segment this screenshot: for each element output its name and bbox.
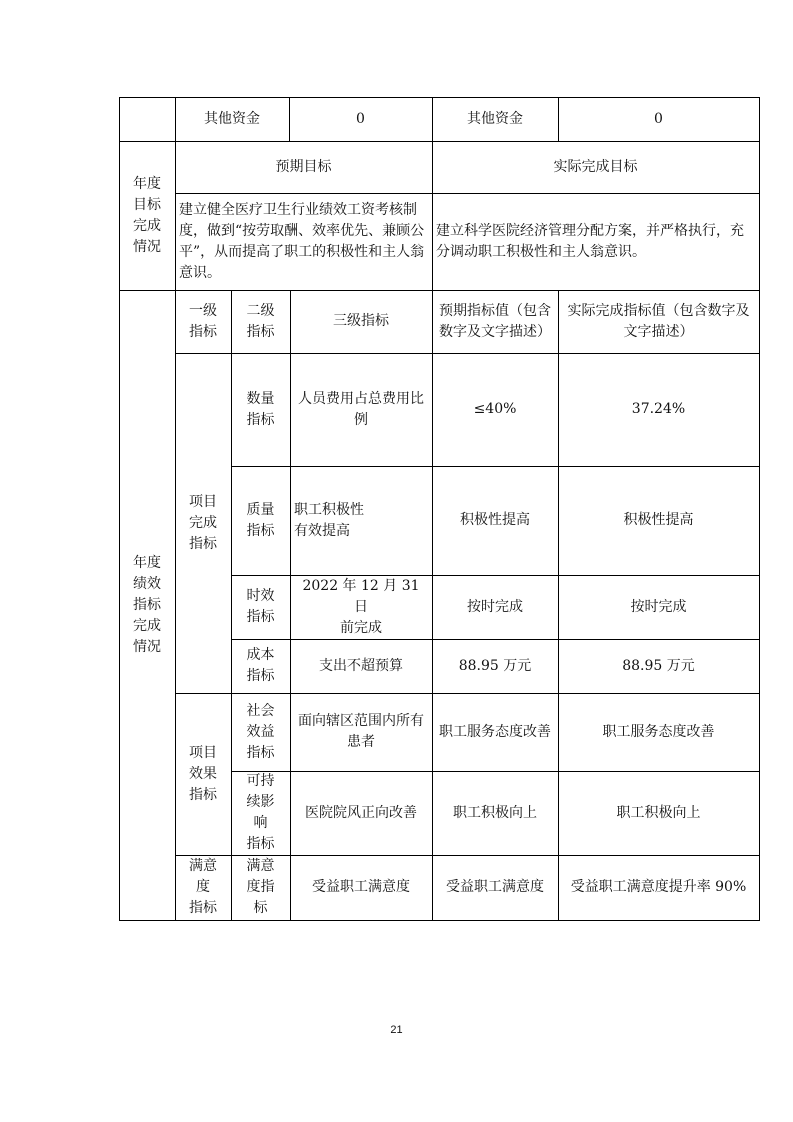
actual-timeliness: 按时完成 bbox=[630, 598, 687, 615]
group-satisfaction: 满意 度 指标 bbox=[189, 858, 217, 916]
other-funds-label-right: 其他资金 bbox=[467, 110, 523, 127]
group-completion: 项目 完成 指标 bbox=[189, 493, 217, 552]
header-level3: 三级指标 bbox=[333, 313, 389, 329]
expected-satisfaction: 受益职工满意度 bbox=[446, 879, 544, 895]
level3-satisfaction: 受益职工满意度 bbox=[312, 879, 410, 895]
level3-quantity: 人员费用占总费用比例 bbox=[298, 390, 424, 428]
actual-quantity: 37.24% bbox=[631, 401, 686, 417]
other-funds-label-left: 其他资金 bbox=[204, 110, 260, 127]
actual-social-benefit: 职工服务态度改善 bbox=[602, 723, 715, 740]
level2-satisfaction: 满意 度指 标 bbox=[246, 858, 275, 916]
other-funds-value-right: 0 bbox=[654, 110, 663, 127]
group-effect: 项目 效果 指标 bbox=[189, 744, 217, 803]
expected-cost: 88.95 万元 bbox=[458, 657, 532, 674]
level2-quantity: 数量 指标 bbox=[246, 390, 275, 428]
level3-timeliness: 2022 年 12 月 31 日 前完成 bbox=[302, 577, 420, 636]
expected-quality: 积极性提高 bbox=[460, 512, 530, 528]
level3-quality: 职工积极性 有效提高 bbox=[294, 501, 364, 539]
performance-section-label: 年度 绩效 指标 完成 情况 bbox=[133, 554, 161, 655]
header-level1: 一级 指标 bbox=[189, 302, 217, 340]
level3-cost: 支出不超预算 bbox=[319, 657, 403, 674]
header-level2: 二级 指标 bbox=[246, 302, 275, 340]
level3-sustainability: 医院院风正向改善 bbox=[305, 804, 417, 821]
level3-social-benefit: 面向辖区范围内所有患者 bbox=[298, 713, 424, 750]
actual-quality: 积极性提高 bbox=[623, 512, 694, 528]
header-expected: 预期指标值（包含数字及文字描述） bbox=[439, 302, 551, 340]
actual-goal-text: 建立科学医院经济管理分配方案，并严格执行，充分调动职工积极性和主人翁意识。 bbox=[436, 222, 744, 260]
expected-quantity: ≤40% bbox=[473, 401, 517, 417]
expected-sustainability: 职工积极向上 bbox=[453, 804, 537, 821]
actual-goal-header: 实际完成目标 bbox=[553, 158, 638, 175]
level2-sustainability: 可持 续影 响 指标 bbox=[246, 773, 275, 852]
header-actual: 实际完成指标值（包含数字及文字描述） bbox=[567, 302, 750, 340]
level2-social-benefit: 社会 效益 指标 bbox=[246, 702, 275, 761]
annual-goal-section-label: 年度 目标 完成 情况 bbox=[133, 175, 161, 255]
expected-timeliness: 按时完成 bbox=[467, 598, 523, 615]
level2-timeliness: 时效 指标 bbox=[246, 588, 275, 625]
level2-quality: 质量 指标 bbox=[246, 501, 275, 539]
actual-cost: 88.95 万元 bbox=[622, 657, 695, 674]
other-funds-value-left: 0 bbox=[356, 110, 365, 127]
actual-satisfaction: 受益职工满意度提升率 90% bbox=[570, 879, 747, 895]
expected-goal-header: 预期目标 bbox=[275, 158, 332, 175]
page-number: 21 bbox=[390, 1024, 403, 1036]
expected-social-benefit: 职工服务态度改善 bbox=[439, 723, 551, 740]
expected-goal-text: 建立健全医疗卫生行业绩效工资考核制度，做到“按劳取酬、效率优先、兼顾公平”，从而提高了职工的积极性和主人翁意识。 bbox=[179, 201, 425, 281]
level2-cost: 成本 指标 bbox=[246, 647, 275, 684]
actual-sustainability: 职工积极向上 bbox=[616, 804, 701, 821]
